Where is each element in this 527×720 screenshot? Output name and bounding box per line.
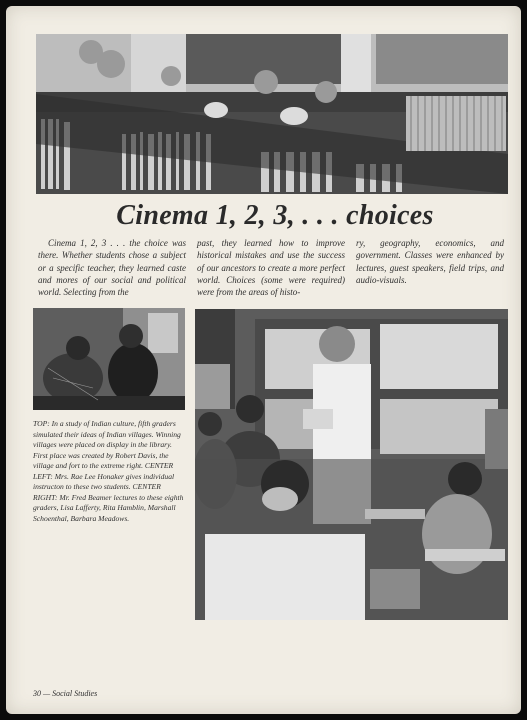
top-photo-indian-villages (36, 34, 508, 194)
body-column-3: ry, geography, economics, and government. Classes were enhanced by lectures, guest speakers, field trips, and audio-visuals. (356, 238, 504, 285)
center-right-photo-classroom (195, 309, 508, 620)
center-left-photo (33, 308, 185, 410)
headline: Cinema 1, 2, 3, . . . choices (116, 200, 434, 231)
body-column-2: past, they learned how to improve historical mistakes and use the success of our ancestors to create a more perfect world. Choices (some were required) were from the areas of histo- (197, 238, 345, 298)
body-column-1: Cinema 1, 2, 3 . . . the choice was there. Whether students chose a subject or a specific teacher, they learned caste and mores of our social and political world. Selecting from the (38, 238, 186, 298)
page-folio: 30 — Social Studies (33, 689, 98, 698)
photo-caption: TOP: In a study of Indian culture, fifth graders simulated their ideas of Indian villages. Winning villages were placed on display in the library. First place was created by Robert Davis, the village and fort to the extreme right. CENTER LEFT: Mrs. Rae Lee Honaker gives individual instructon to these two students. CENTER RIGHT: Mr. Fred Beamer lectures to these eighth graders, Lisa Lafferty, Rita Hamblin, Marshall Schoenthal, Barbara Meadows. (33, 419, 184, 523)
